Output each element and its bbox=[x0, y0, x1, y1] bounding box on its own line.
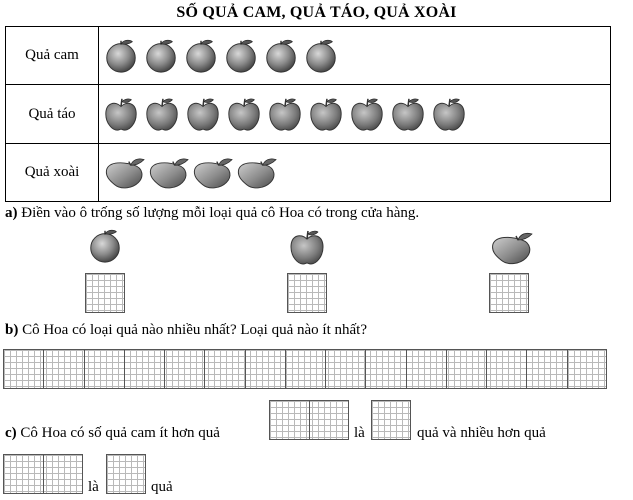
question-b-prefix: b) bbox=[5, 322, 19, 338]
question-a-text: Điền vào ô trống số lượng mỗi loại quả cô Hoa có trong cửa hàng. bbox=[17, 205, 420, 221]
question-a bbox=[5, 205, 419, 222]
question-c-la1: là bbox=[354, 425, 365, 441]
orange-icon bbox=[86, 226, 124, 266]
grid-divider bbox=[446, 350, 447, 388]
orange-icon bbox=[302, 37, 340, 75]
grid-divider bbox=[526, 350, 527, 388]
apple-icon bbox=[430, 94, 468, 134]
answer-box-c2[interactable] bbox=[371, 400, 411, 440]
answer-box-apple[interactable] bbox=[287, 273, 327, 313]
grid-divider bbox=[309, 401, 310, 439]
mango-icon bbox=[488, 228, 534, 268]
apple-icons bbox=[102, 85, 471, 143]
grid-divider bbox=[204, 350, 205, 388]
answer-box-mango[interactable] bbox=[489, 273, 529, 313]
row-label-apple: Quả táo bbox=[6, 85, 99, 143]
orange-icon bbox=[182, 37, 220, 75]
grid-divider bbox=[486, 350, 487, 388]
page-title: SỐ QUẢ CAM, QUẢ TÁO, QUẢ XOÀI bbox=[176, 4, 457, 21]
orange-icon bbox=[222, 37, 260, 75]
grid-divider bbox=[245, 350, 246, 388]
apple-icon bbox=[102, 94, 140, 134]
grid-divider bbox=[567, 350, 568, 388]
mango-icons bbox=[102, 144, 278, 201]
grid-divider bbox=[84, 350, 85, 388]
mango-icon bbox=[146, 153, 190, 193]
apple-icon bbox=[307, 94, 345, 134]
mango-icon bbox=[102, 153, 146, 193]
question-b-text: Cô Hoa có loại quả nào nhiều nhất? Loại quả nào ít nhất? bbox=[18, 322, 367, 338]
table-row-orange bbox=[6, 27, 610, 85]
orange-icon bbox=[262, 37, 300, 75]
grid-divider bbox=[164, 350, 165, 388]
answer-box-c1[interactable] bbox=[269, 400, 349, 440]
grid-divider bbox=[365, 350, 366, 388]
orange-icon bbox=[142, 37, 180, 75]
question-c-tail2: quả bbox=[151, 479, 173, 495]
apple-icon bbox=[143, 94, 181, 134]
table-row-apple bbox=[6, 85, 610, 144]
apple-icon bbox=[389, 94, 427, 134]
row-label-mango: Quả xoài bbox=[6, 144, 99, 201]
question-b bbox=[5, 322, 367, 339]
orange-icons bbox=[102, 27, 342, 84]
question-c-prefix: c) bbox=[5, 425, 17, 441]
question-a-prefix: a) bbox=[5, 205, 18, 221]
grid-divider bbox=[124, 350, 125, 388]
answer-box-c3[interactable] bbox=[3, 454, 83, 494]
grid-divider bbox=[325, 350, 326, 388]
mango-icon bbox=[234, 153, 278, 193]
apple-icon bbox=[287, 226, 327, 268]
question-c-text1: Cô Hoa có số quả cam ít hơn quả bbox=[16, 425, 220, 441]
answer-box-orange[interactable] bbox=[85, 273, 125, 313]
apple-icon bbox=[348, 94, 386, 134]
grid-divider bbox=[43, 350, 44, 388]
answer-line-b[interactable] bbox=[3, 349, 607, 389]
row-label-orange: Quả cam bbox=[6, 27, 99, 84]
grid-divider bbox=[285, 350, 286, 388]
apple-icon bbox=[225, 94, 263, 134]
grid-divider bbox=[43, 455, 44, 493]
question-c-tail1: quả và nhiều hơn quả bbox=[417, 425, 546, 441]
apple-icon bbox=[184, 94, 222, 134]
mango-icon bbox=[190, 153, 234, 193]
fruit-pictograph-table bbox=[5, 26, 611, 202]
table-row-mango bbox=[6, 144, 610, 201]
apple-icon bbox=[266, 94, 304, 134]
grid-divider bbox=[406, 350, 407, 388]
orange-icon bbox=[102, 37, 140, 75]
question-c-la2: là bbox=[88, 479, 99, 495]
answer-box-c4[interactable] bbox=[106, 454, 146, 494]
question-c-line1 bbox=[5, 425, 220, 442]
